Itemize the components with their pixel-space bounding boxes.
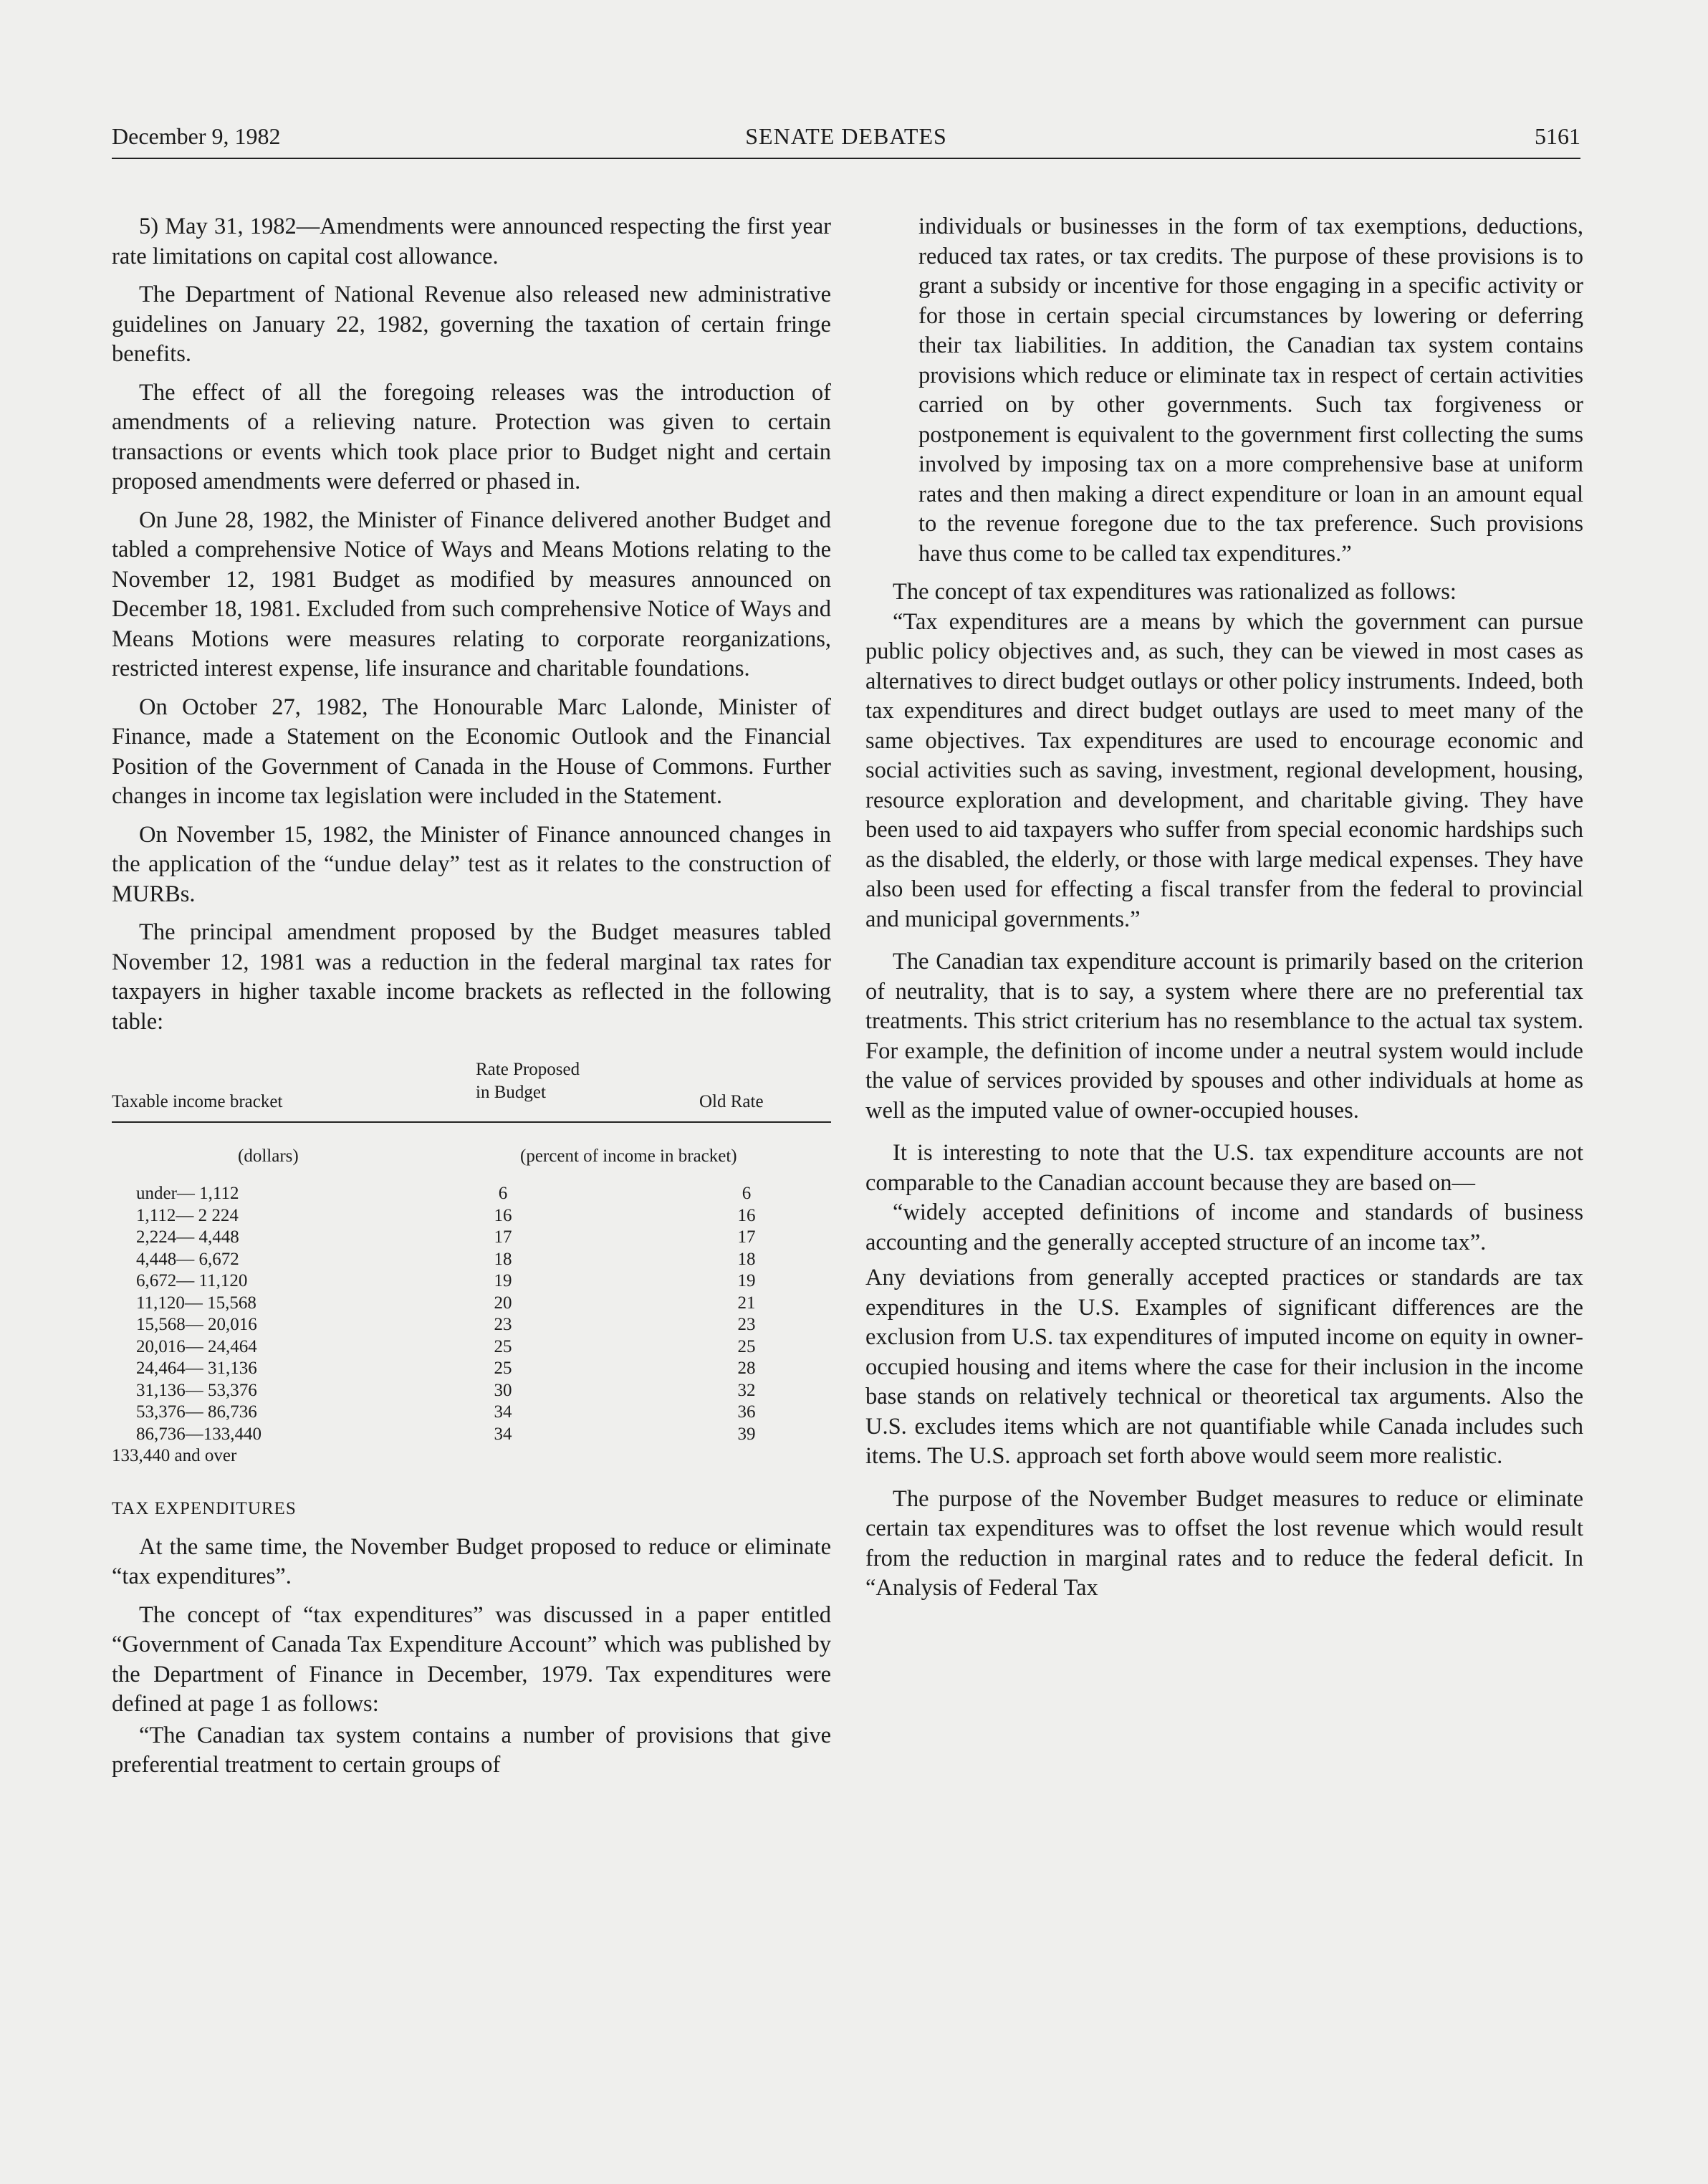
paragraph: The effect of all the foregoing releases was the introduction of amendments of a relieving nature. Protection was given to certain transactions or events which took place prior to Budget night and certain proposed amendments were deferred or phased in. xyxy=(112,379,831,494)
table-row xyxy=(112,1249,831,1271)
paragraph: On June 28, 1982, the Minister of Finance delivered another Budget and tabled a comprehensive Notice of Ways and Means Motions relating to the November 12, 1981 Budget as modified by measures announced on December 18, 1981. Excluded from such comprehensive Notice of Ways and Means Motions were measures relating to corporate reorganizations, restricted interest expense, life insurance and charitable foundations. xyxy=(112,507,831,681)
table-header-proposed-line1: Rate Proposed xyxy=(476,1060,580,1079)
table-row xyxy=(112,1314,831,1336)
bracket-cell: 31,136— 53,376 xyxy=(136,1380,257,1400)
page-header xyxy=(112,123,1580,159)
paragraph: The concept of tax expenditures was rationalized as follows: xyxy=(893,579,1457,605)
table-row xyxy=(112,1336,831,1359)
old-rate-cell: 25 xyxy=(737,1336,756,1356)
old-rate-cell: 23 xyxy=(737,1315,756,1334)
old-rate-cell: 18 xyxy=(737,1249,756,1269)
table-row xyxy=(112,1183,831,1205)
table-header-old-rate: Old Rate xyxy=(699,1092,764,1111)
table-header-proposed-line2: in Budget xyxy=(476,1083,546,1102)
block-quote-continued: individuals or businesses in the form of tax exemptions, deductions, reduced tax rates, or tax credits. The purpose of these provisions is to grant a subsidy or incentive for those engaging in a specific activity or for those in certain special circumstances by lowering or deferring their tax liabilities. In addition, the Canadian tax system contains provisions which reduce or eliminate tax in respect of certain activities carried on by other governments. Such tax forgiveness or postponement is equivalent to the government first collecting the sums involved by imposing tax on a more comprehensive base at uniform rates and then making a direct expenditure or loan in an amount equal to the revenue foregone due to the tax preference. Such provisions have thus come to be called tax expenditures.” xyxy=(918,214,1583,567)
bracket-cell: under— 1,112 xyxy=(136,1184,239,1203)
old-rate-cell: 21 xyxy=(737,1293,756,1313)
bracket-cell: 11,120— 15,568 xyxy=(136,1293,256,1313)
old-rate-cell: 16 xyxy=(737,1205,756,1225)
page-number: 5161 xyxy=(1535,123,1580,149)
table-body xyxy=(112,1183,831,1467)
old-rate-cell: 19 xyxy=(737,1271,756,1290)
block-quote: “The Canadian tax system contains a number of provisions that give preferential treatment to certain groups of xyxy=(112,1722,831,1778)
paragraph: The principal amendment proposed by the Budget measures tabled November 12, 1981 was a reduction in the federal marginal tax rates for taxpayers in higher taxable income brackets as reflected in the following table: xyxy=(112,919,831,1035)
bracket-cell: 20,016— 24,464 xyxy=(136,1336,257,1356)
paragraph: The purpose of the November Budget measures to reduce or eliminate certain tax expenditures was to offset the lost revenue which would result from the reduction in marginal rates and to reduce the federal deficit. In “Analysis of Federal Tax xyxy=(865,1485,1583,1601)
paragraph: It is interesting to note that the U.S. tax expenditure accounts are not comparable to the Canadian account because they are based on— xyxy=(865,1140,1583,1196)
old-rate-cell: 28 xyxy=(737,1359,756,1378)
old-rate-cell: 36 xyxy=(737,1402,756,1422)
table-header-bracket: Taxable income bracket xyxy=(112,1092,283,1111)
table-header-proposed xyxy=(476,1058,580,1104)
table-unit-percent: (percent of income in bracket) xyxy=(520,1146,737,1166)
bracket-cell: 53,376— 86,736 xyxy=(136,1402,257,1422)
paragraph: 5) May 31, 1982—Amendments were announced respecting the first year rate limitations on capital cost allowance. xyxy=(112,214,831,269)
left-column xyxy=(112,212,831,1789)
old-rate-cell: 32 xyxy=(737,1380,756,1400)
proposed-rate-cell: 20 xyxy=(494,1293,512,1313)
bracket-cell: 86,736—133,440 xyxy=(136,1424,262,1444)
bracket-cell: 15,568— 20,016 xyxy=(136,1315,257,1334)
proposed-rate-cell: 23 xyxy=(494,1315,512,1334)
proposed-rate-cell: 25 xyxy=(494,1336,512,1356)
table-row xyxy=(112,1358,831,1380)
proposed-rate-cell: 6 xyxy=(498,1184,508,1203)
paragraph: On October 27, 1982, The Honourable Marc Lalonde, Minister of Finance, made a Statement on the Economic Outlook and the Financial Position of the Government of Canada in the House of Commons. Further changes in income tax legislation were included in the Statement. xyxy=(112,694,831,809)
table-rule xyxy=(112,1121,831,1123)
old-rate-cell: 39 xyxy=(737,1424,756,1444)
right-column xyxy=(865,212,1583,1612)
tax-rate-table xyxy=(112,1058,831,1494)
proposed-rate-cell: 25 xyxy=(494,1359,512,1378)
block-quote: “Tax expenditures are a means by which the government can pursue public policy objectives and, as such, they can be viewed in most cases as alternatives to direct budget outlays or other policy instruments. Indeed, both tax expenditures and direct budget outlays are used to meet many of the same objectives. Tax expenditures are used to encourage economic and social activities such as saving, investment, regional development, housing, resource exploration and development, and charitable giving. They have been used to aid taxpayers who suffer from special economic hardships such as the disabled, the elderly, or those with large medical expenses. They have also been used for effecting a fiscal transfer from the federal to provincial and municipal governments.” xyxy=(865,608,1583,932)
table-row xyxy=(112,1270,831,1293)
header-date: December 9, 1982 xyxy=(112,123,281,149)
paragraph: Any deviations from generally accepted practices or standards are tax expenditures in the U.S. Examples of significant differences are the exclusion from U.S. tax expenditures of imputed income on equity in owner-occupied housing and items where the case for their inclusion in the income base stands on relatively technical or theoretical tax arguments. Also the U.S. excludes items which are not quantifiable while Canada includes such items. The U.S. approach set forth above would seem more realistic. xyxy=(865,1265,1583,1469)
table-row xyxy=(112,1227,831,1249)
table-row xyxy=(112,1293,831,1315)
proposed-rate-cell: 17 xyxy=(494,1227,512,1247)
paragraph: The Department of National Revenue also released new administrative guidelines on January 22, 1982, governing the taxation of certain fringe benefits. xyxy=(112,282,831,367)
paragraph: The Canadian tax expenditure account is primarily based on the criterion of neutrality, that is to say, a system where there are no preferential tax treatments. This strict criterium has no resemblance to the actual tax system. For example, the definition of income under a neutral system would include the value of services provided by spouses and other individuals at home as well as the imputed value of owner-occupied houses. xyxy=(865,949,1583,1124)
table-unit-dollars: (dollars) xyxy=(238,1146,299,1166)
table-row xyxy=(112,1205,831,1227)
proposed-rate-cell: 30 xyxy=(494,1380,512,1400)
table-row xyxy=(112,1380,831,1402)
bracket-cell: 24,464— 31,136 xyxy=(136,1359,257,1378)
table-row xyxy=(112,1445,831,1467)
table-row xyxy=(112,1424,831,1446)
paragraph: The concept of “tax expenditures” was discussed in a paper entitled “Government of Canada Tax Expenditure Account” which was published by the Department of Finance in December, 1979. Tax expenditures were defined at page 1 as follows: xyxy=(112,1601,831,1717)
bracket-cell: 133,440 and over xyxy=(112,1446,237,1465)
bracket-cell: 4,448— 6,672 xyxy=(136,1249,239,1269)
header-title: SENATE DEBATES xyxy=(745,123,947,149)
paragraph: At the same time, the November Budget proposed to reduce or eliminate “tax expenditures”. xyxy=(112,1533,831,1589)
old-rate-cell: 6 xyxy=(742,1184,752,1203)
proposed-rate-cell: 16 xyxy=(494,1205,512,1225)
old-rate-cell: 17 xyxy=(737,1227,756,1247)
paragraph: On November 15, 1982, the Minister of Finance announced changes in the application of the “undue delay” test as it relates to the construction of MURBs. xyxy=(112,821,831,907)
proposed-rate-cell: 19 xyxy=(494,1271,512,1290)
proposed-rate-cell: 18 xyxy=(494,1249,512,1269)
bracket-cell: 6,672— 11,120 xyxy=(136,1271,248,1290)
table-row xyxy=(112,1402,831,1424)
bracket-cell: 1,112— 2 224 xyxy=(136,1205,239,1225)
block-quote: “widely accepted definitions of income and standards of business accounting and the generally accepted structure of an income tax”. xyxy=(865,1199,1583,1255)
section-heading: TAX EXPENDITURES xyxy=(112,1499,297,1518)
bracket-cell: 2,224— 4,448 xyxy=(136,1227,239,1247)
proposed-rate-cell: 34 xyxy=(494,1402,512,1422)
proposed-rate-cell: 34 xyxy=(494,1424,512,1444)
